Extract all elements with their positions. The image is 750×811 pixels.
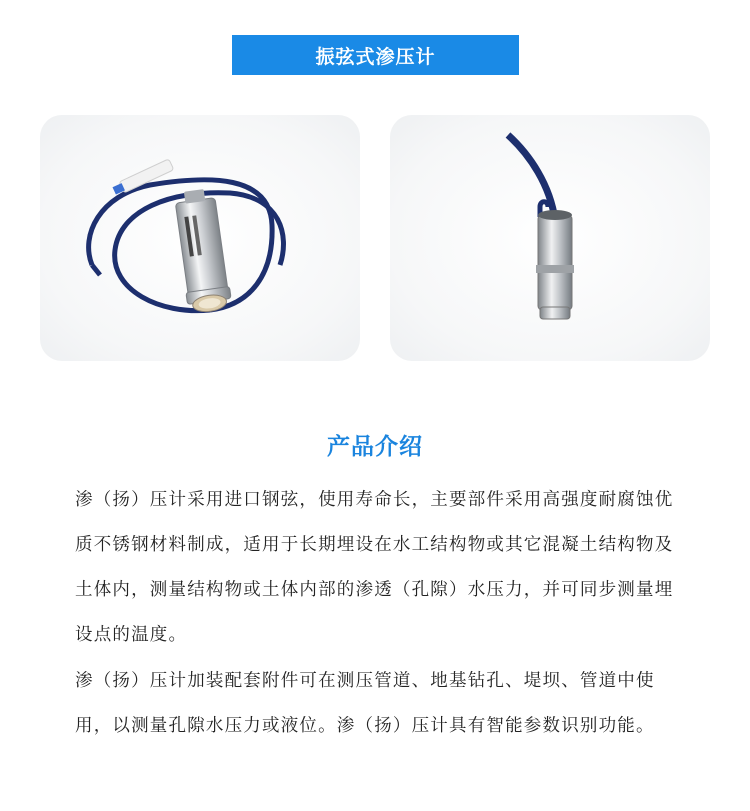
product-photo-coiled	[40, 115, 360, 361]
piezometer-coiled-illustration	[40, 115, 360, 361]
piezometer-side-illustration	[390, 115, 710, 361]
title-banner	[232, 35, 519, 75]
product-photo-side	[390, 115, 710, 361]
section-title: 产品介绍	[327, 434, 423, 460]
intro-paragraph: 渗（扬）压计采用进口钢弦，使用寿命长，主要部件采用高强度耐腐蚀优质不锈钢材料制成，适用于长期埋设在水工结构物或其它混凝土结构物及土体内，测量结构物或土体内部的渗透（孔隙）水压力，并可同步测量埋设点的温度。	[75, 490, 674, 645]
usage-paragraph: 渗（扬）压计加装配套附件可在测压管道、地基钻孔、堤坝、管道中使用，以测量孔隙水压力或液位。渗（扬）压计具有智能参数识别功能。	[75, 671, 655, 736]
banner-title: 振弦式渗压计	[315, 45, 436, 68]
